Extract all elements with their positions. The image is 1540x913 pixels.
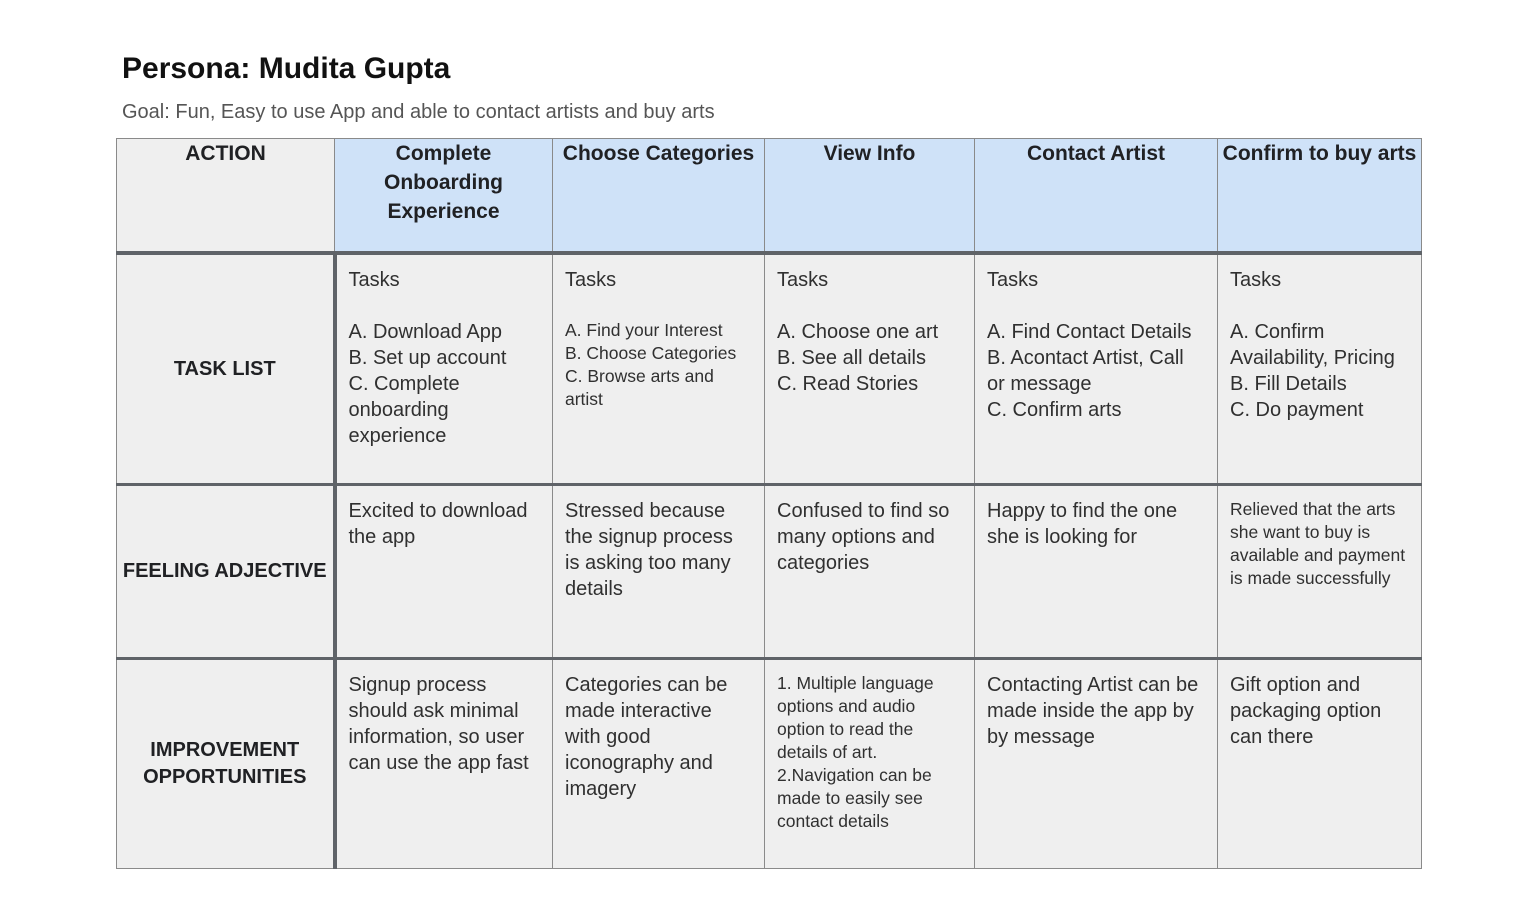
task-item: B. Choose Categories [565,343,737,363]
feeling-cell-contact-artist: Happy to find the one she is looking for [975,485,1218,659]
improvement-text: Gift option and packaging option can there [1230,674,1382,748]
task-item: B. Set up account [348,347,507,369]
task-cell-confirm-buy [1218,253,1422,485]
task-cell-contact-artist [975,253,1218,485]
row-label-task-list: TASK LIST [117,253,335,485]
task-item: B. See all details [777,347,926,369]
column-header-confirm-buy: Confirm to buy arts [1218,139,1422,254]
feeling-cell-view-info: Confused to find so many options and categories [765,485,975,659]
task-item: A. Choose one art [777,321,939,343]
improvement-text: Contacting Artist can be made inside the app by by message [987,674,1199,748]
goal-subtitle: Goal: Fun, Easy to use App and able to contact artists and buy arts [122,101,715,123]
column-header-categories: Choose Categories [553,139,765,254]
task-cell-categories [553,253,765,485]
column-header-contact-artist: Contact Artist [975,139,1218,254]
page-title: Persona: Mudita Gupta [122,52,451,85]
improvement-text: Signup process should ask minimal information, so user can use the app fast [348,674,529,774]
task-list-row [117,253,1422,485]
feeling-cell-categories: Stressed because the signup process is asking too many details [553,485,765,659]
task-item: C. Read Stories [777,373,919,395]
task-item: A. Find your Interest [565,320,723,340]
task-item: A. Find Contact Details [987,321,1192,343]
task-cell-view-info [765,253,975,485]
task-cell-onboarding [335,253,553,485]
feeling-row [117,485,1422,659]
improvement-text: 2.Navigation can be made to easily see contact details [777,765,932,831]
task-item: C. Browse arts and artist [565,366,714,409]
user-journey-table [116,138,1422,869]
column-header-view-info: View Info [765,139,975,254]
row-label-feeling: FEELING ADJECTIVE [117,485,335,659]
tasks-heading: Tasks [348,269,400,291]
improvement-row [117,659,1422,869]
tasks-heading: Tasks [987,269,1039,291]
task-item: A. Confirm Availability, Pricing [1230,321,1395,369]
task-item: C. Complete onboarding experience [348,373,460,447]
improvement-text: 1. Multiple language options and audio option to read the details of art. [777,673,934,762]
improvement-cell-confirm-buy [1218,659,1422,869]
column-header-onboarding: Complete Onboarding Experience [335,139,553,254]
improvement-cell-onboarding [335,659,553,869]
tasks-heading: Tasks [565,269,617,291]
tasks-heading: Tasks [1230,269,1282,291]
column-header-action: ACTION [117,139,335,254]
task-item: C. Confirm arts [987,399,1122,421]
task-item: A. Download App [348,321,502,343]
header-row [117,139,1422,254]
improvement-cell-contact-artist [975,659,1218,869]
improvement-cell-view-info [765,659,975,869]
task-item: C. Do payment [1230,399,1364,421]
improvement-text: Categories can be made interactive with good iconography and imagery [565,674,728,800]
improvement-cell-categories [553,659,765,869]
tasks-heading: Tasks [777,269,829,291]
feeling-cell-confirm-buy: Relieved that the arts she want to buy is available and payment is made successfully [1218,485,1422,659]
feeling-cell-onboarding: Excited to download the app [335,485,553,659]
task-item: B. Acontact Artist, Call or message [987,347,1184,395]
row-label-improvement: IMPROVEMENT OPPORTUNITIES [117,659,335,869]
task-item: B. Fill Details [1230,373,1347,395]
